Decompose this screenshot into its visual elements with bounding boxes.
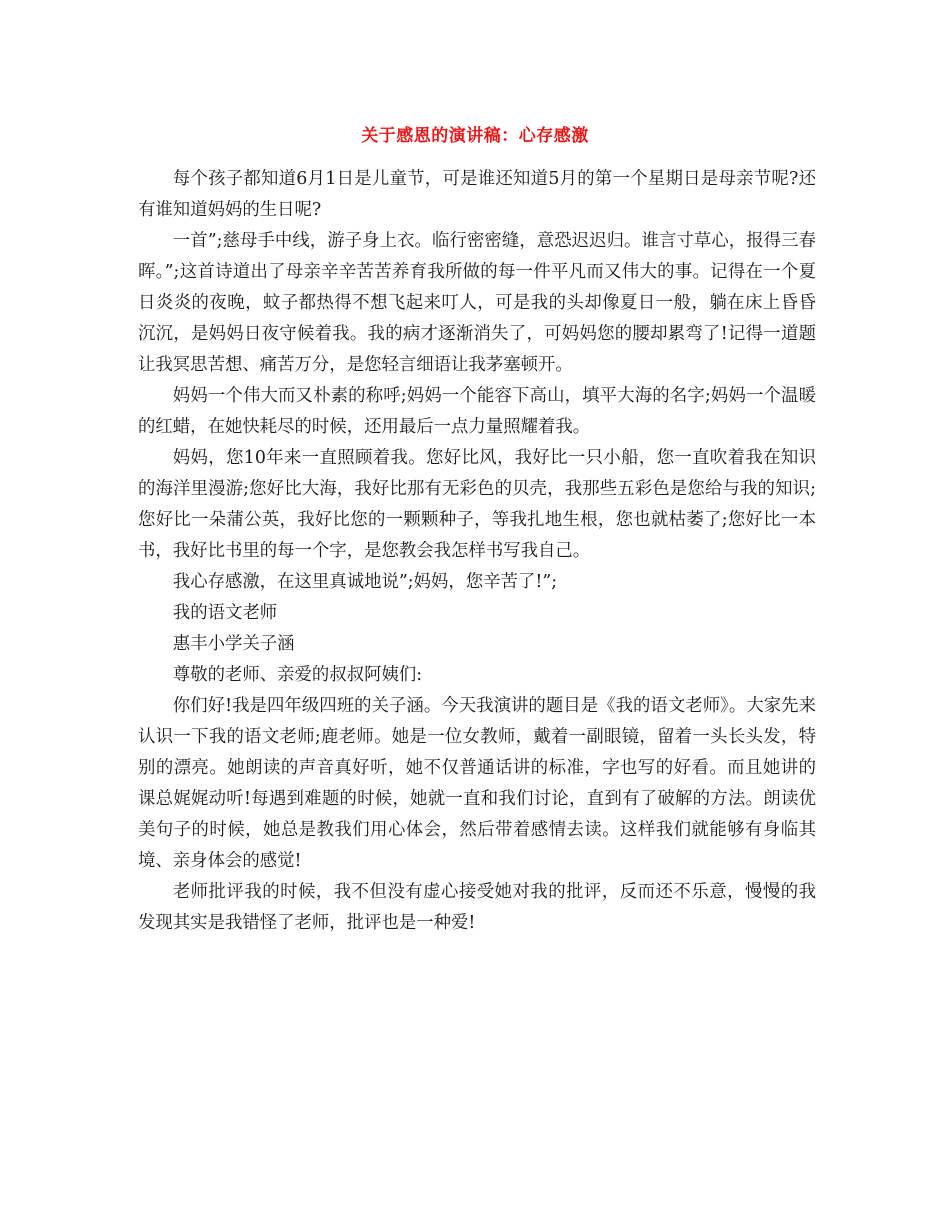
paragraph-salutation: 尊敬的老师、亲爱的叔叔阿姨们: — [172, 665, 423, 685]
paragraph-criticism: 老师批评我的时候，我不但没有虚心接受她对我的批评，反而还不乐意，慢慢的我发现其实是我错怪了老师，批评也是一种爱! — [138, 882, 816, 933]
paragraph-author: 惠丰小学关子涵 — [172, 634, 295, 654]
document-title: 关于感恩的演讲稿：心存感激 — [361, 126, 589, 146]
document-body — [138, 164, 816, 939]
paragraph-ten-years: 妈妈，您10年来一直照顾着我。您好比风，我好比一只小船，您一直吹着我在知识的海洋里漫游;您好比大海，我好比那有无彩色的贝壳，我那些五彩色是您给与我的知识;您好比一朵蒲公英，我好比您的一颗颗种子，等我扎地生根，您也就枯萎了;您好比一本书，我好比书里的每一个字，是您教会我怎样书写我自己。 — [138, 448, 816, 561]
paragraph-childrens-day: 每个孩子都知道6月1日是儿童节，可是谁还知道5月的第一个星期日是母亲节呢?还有谁知道妈妈的生日呢? — [138, 169, 816, 220]
paragraph-speech-title: 我的语文老师 — [172, 603, 278, 623]
paragraph-gratitude: 我心存感激，在这里真诚地说”;妈妈，您辛苦了!”; — [172, 572, 558, 592]
paragraph-poem: 一首”;慈母手中线，游子身上衣。临行密密缝，意恐迟迟归。谁言寸草心，报得三春晖。”;这首诗道出了母亲辛辛苦苦养育我所做的每一件平凡而又伟大的事。记得在一个夏日炎炎的夜晚，蚊子都热得不想飞起来叮人，可是我的头却像夏日一般，躺在床上昏昏沉沉，是妈妈日夜守候着我。我的病才逐渐消失了，可妈妈您的腰却累弯了!记得一道题让我冥思苦想、痛苦万分，是您轻言细语让我茅塞顿开。 — [138, 231, 816, 375]
paragraph-teacher-intro: 你们好!我是四年级四班的关子涵。今天我演讲的题目是《我的语文老师》。大家先来认识一下我的语文老师;鹿老师。她是一位女教师，戴着一副眼镜，留着一头长头发，特别的漂亮。她朗读的声音真好听，她不仅普通话讲的标准，字也写的好看。而且她讲的课总娓娓动听!每遇到难题的时候，她就一直和我们讨论，直到有了破解的方法。朗读优美句子的时候，她总是教我们用心体会，然后带着感情去读。这样我们就能够有身临其境、亲身体会的感觉! — [138, 696, 816, 871]
paragraph-mother-name: 妈妈一个伟大而又朴素的称呼;妈妈一个能容下高山，填平大海的名字;妈妈一个温暖的红蜡，在她快耗尽的时候，还用最后一点力量照耀着我。 — [138, 386, 816, 437]
